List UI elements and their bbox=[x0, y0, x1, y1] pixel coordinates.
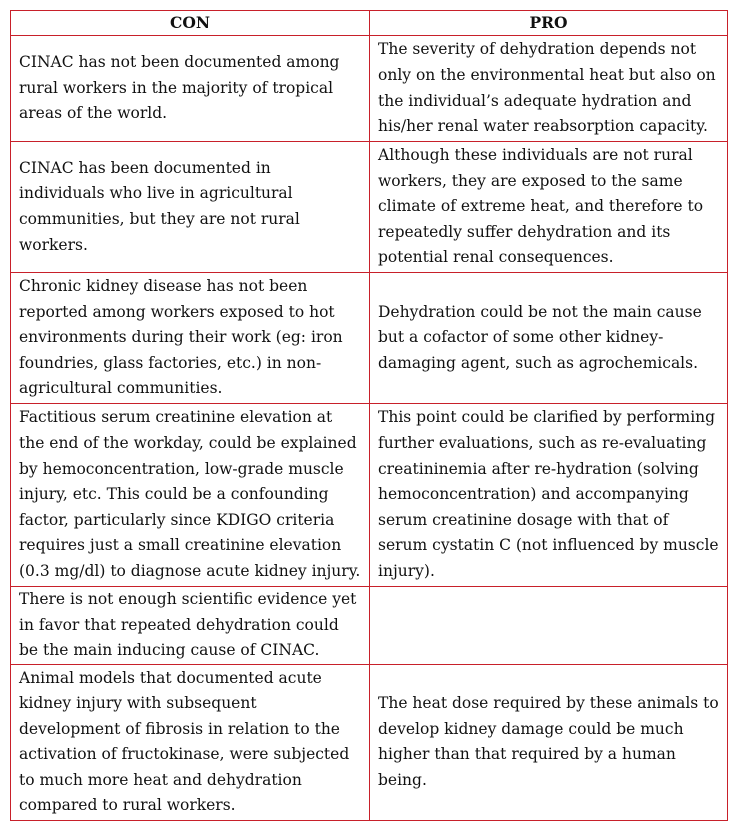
con-cell bbox=[11, 36, 370, 142]
table-row bbox=[11, 587, 728, 665]
pro-cell-empty bbox=[370, 587, 728, 665]
pro-text: Although these individuals are not rural workers, they are exposed to the same climate of extreme heat, and therefore to repeatedly suffer dehydration and its potential renal consequences. bbox=[378, 146, 704, 267]
con-cell bbox=[11, 664, 370, 820]
pro-text: This point could be clarified by performing further evaluations, such as re-evaluating creatininemia after re-hydration (solving hemoconcentration) and accompanying serum creatinine dosage with that of serum cystatin C (not influenced by muscle injury). bbox=[378, 408, 719, 580]
pro-text: The heat dose required by these animals to develop kidney damage could be much higher than that required by a human being. bbox=[378, 694, 719, 789]
con-text: CINAC has been documented in individuals who live in agricultural communities, but they are not rural workers. bbox=[19, 158, 300, 254]
con-text: Animal models that documented acute kidney injury with subsequent development of fibrosis in relation to the activation of fructokinase, were subjected to much more heat and dehydration compared to rural workers. bbox=[19, 668, 350, 815]
pro-cell bbox=[370, 142, 728, 273]
table-row bbox=[11, 142, 728, 273]
pro-cell bbox=[370, 664, 728, 820]
con-cell bbox=[11, 273, 370, 404]
pro-text: The severity of dehydration depends not only on the environmental heat but also on the individual’s adequate hydration and his/her renal water reabsorption capacity. bbox=[378, 40, 716, 136]
con-text: CINAC has not been documented among rural workers in the majority of tropical areas of the world. bbox=[19, 53, 340, 123]
table-row bbox=[11, 404, 728, 587]
con-text: There is not enough scientific evidence yet in favor that repeated dehydration could be the main inducing cause of CINAC. bbox=[19, 590, 357, 660]
con-cell bbox=[11, 142, 370, 273]
con-cell bbox=[11, 587, 370, 665]
con-text: Chronic kidney disease has not been reported among workers exposed to hot environments during their work (eg: iron foundries, glass factories, etc.) in non-agricultural communities. bbox=[19, 277, 343, 398]
table-row bbox=[11, 36, 728, 142]
table-row bbox=[11, 664, 728, 820]
con-cell bbox=[11, 404, 370, 587]
pro-cell bbox=[370, 273, 728, 404]
pro-text: Dehydration could be not the main cause but a cofactor of some other kidney-damaging agent, such as agrochemicals. bbox=[378, 302, 702, 372]
header-row bbox=[11, 11, 728, 36]
con-pro-table bbox=[10, 10, 728, 821]
pro-cell bbox=[370, 36, 728, 142]
con-text: Factitious serum creatinine elevation at the end of the workday, could be explained by hemoconcentration, low-grade muscle injury, etc. This could be a confounding factor, particularly since KDIGO criteria requires just a small creatinine elevation (0.3 mg/dl) to diagnose acute kidney injury. bbox=[19, 408, 361, 580]
header-con: CON bbox=[11, 11, 370, 36]
pro-cell bbox=[370, 404, 728, 587]
table-row bbox=[11, 273, 728, 404]
header-pro: PRO bbox=[370, 11, 728, 36]
